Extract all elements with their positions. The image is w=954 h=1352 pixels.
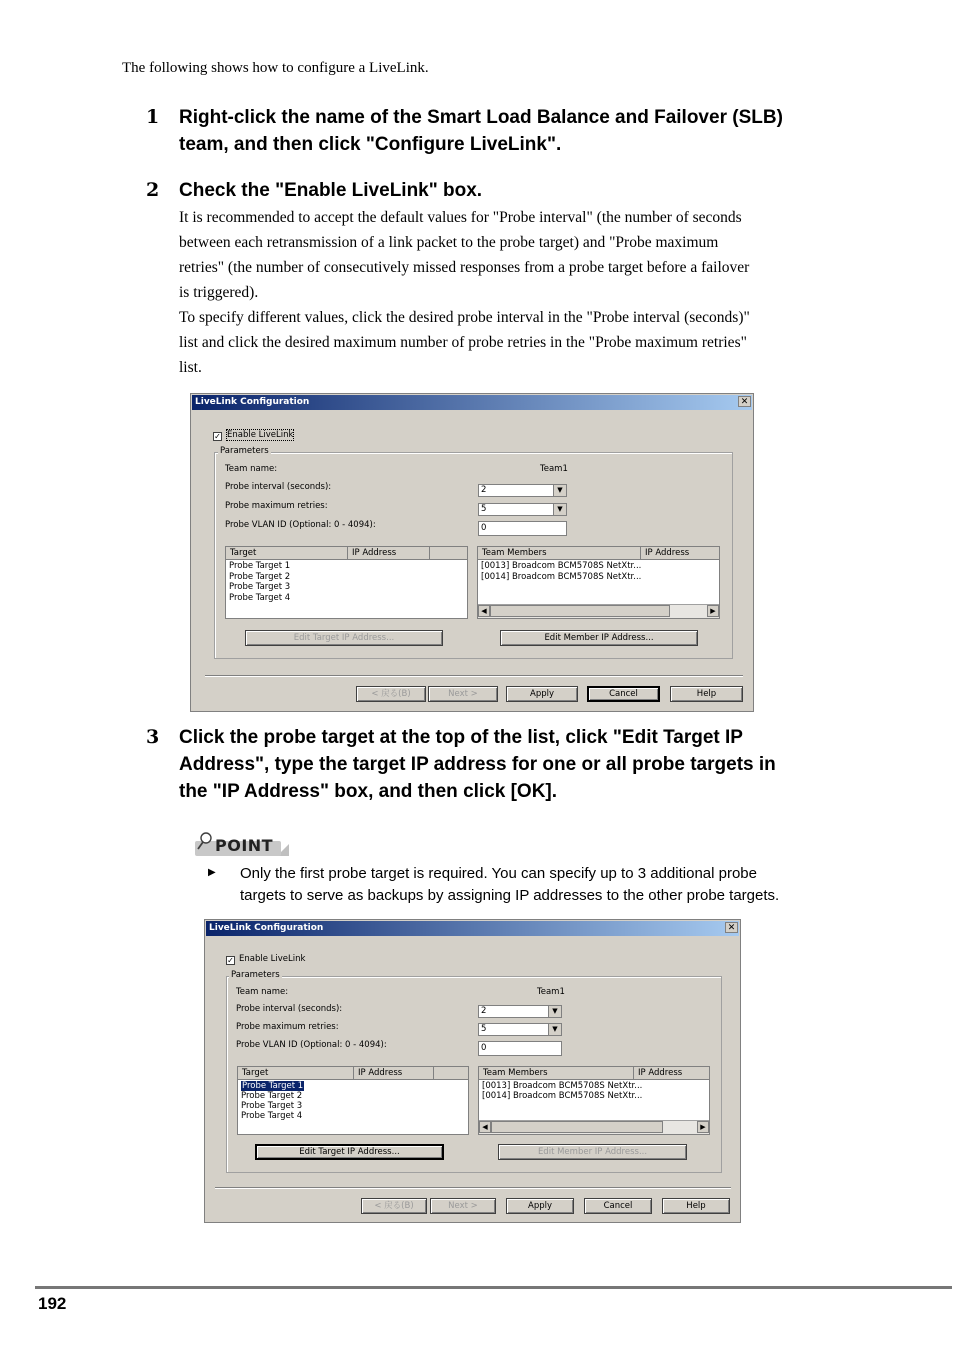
edit-target-ip-button[interactable]: Edit Target IP Address...: [255, 1144, 444, 1160]
footer-divider: [35, 1286, 952, 1289]
probe-retries-select[interactable]: [478, 503, 567, 516]
enable-livelink-label[interactable]: Enable LiveLink: [239, 954, 306, 964]
target-column-header[interactable]: Target: [238, 1067, 354, 1079]
point-badge: [193, 832, 289, 858]
step-3-line: Click the probe target at the top of the list, click "Edit Target IP: [179, 727, 743, 748]
livelink-dialog-1: [190, 393, 754, 712]
probe-retries-label: Probe maximum retries:: [236, 1022, 339, 1032]
list-item[interactable]: [0013] Broadcom BCM5708S NetXtr...: [482, 1081, 643, 1091]
probe-retries-select[interactable]: [478, 1023, 562, 1036]
ip-column-header[interactable]: IP Address: [354, 1067, 434, 1079]
point-text: [240, 863, 779, 907]
dialog-title-bar: LiveLink Configuration: [192, 395, 752, 410]
members-column-header[interactable]: Team Members: [478, 547, 641, 559]
chevron-down-icon[interactable]: ▼: [548, 1006, 561, 1017]
vlan-input[interactable]: 0: [478, 521, 567, 536]
enable-livelink-checkbox[interactable]: ✓: [214, 432, 221, 441]
list-item-selected[interactable]: Probe Target 1: [242, 1081, 304, 1091]
next-button[interactable]: Next >: [428, 686, 498, 702]
step-2-number: 2: [146, 179, 160, 201]
cancel-button[interactable]: Cancel: [584, 1198, 652, 1214]
apply-button[interactable]: Apply: [506, 686, 578, 702]
close-icon[interactable]: ✕: [725, 922, 738, 933]
enable-livelink-checkbox[interactable]: ✓: [227, 956, 234, 965]
livelink-dialog-2: [204, 919, 741, 1223]
target-list-header: [226, 547, 467, 560]
list-item[interactable]: Probe Target 1: [229, 561, 291, 571]
step-2-body: [179, 205, 869, 380]
body-line: To specify different values, click the desired probe interval in the "Probe interval (seconds)": [179, 309, 750, 326]
members-list-header: [479, 1067, 709, 1080]
target-list[interactable]: [225, 546, 468, 619]
scroll-right-icon[interactable]: ▶: [697, 1121, 709, 1133]
step-2-heading: Check the "Enable LiveLink" box.: [179, 180, 483, 201]
close-icon[interactable]: ✕: [738, 396, 751, 407]
scroll-thumb[interactable]: [490, 605, 670, 617]
body-line: list and click the desired maximum number of probe retries in the "Probe maximum retries": [179, 334, 747, 351]
enable-livelink-label[interactable]: Enable LiveLink: [227, 430, 294, 440]
step-1-line: Right-click the name of the Smart Load Balance and Failover (SLB): [179, 107, 783, 128]
target-list[interactable]: [237, 1066, 469, 1135]
horizontal-scrollbar[interactable]: [479, 1120, 709, 1134]
body-line: between each retransmission of a link packet to the probe target) and "Probe maximum: [179, 234, 719, 251]
team-name-label: Team name:: [225, 464, 278, 474]
probe-retries-value: 5: [481, 1024, 487, 1034]
back-button[interactable]: < 戻る(B): [356, 686, 426, 702]
horizontal-scrollbar[interactable]: [478, 604, 719, 618]
body-line: retries" (the number of consecutively missed responses from a probe target before a failover: [179, 259, 750, 276]
bullet-icon: ▶: [208, 867, 216, 878]
probe-interval-select[interactable]: [478, 1005, 562, 1018]
apply-button[interactable]: Apply: [506, 1198, 574, 1214]
list-item[interactable]: [0014] Broadcom BCM5708S NetXtr...: [482, 1091, 643, 1101]
body-line: is triggered).: [179, 284, 259, 301]
scroll-left-icon[interactable]: ◀: [478, 605, 490, 617]
step-3-line: Address", type the target IP address for one or all probe targets in: [179, 754, 776, 775]
ip-column-header[interactable]: IP Address: [634, 1067, 710, 1079]
point-line: Only the first probe target is required. You can specify up to 3 additional probe: [240, 865, 757, 882]
probe-interval-select[interactable]: [478, 484, 567, 497]
divider: [215, 1187, 731, 1189]
list-item[interactable]: [0014] Broadcom BCM5708S NetXtr...: [481, 572, 642, 582]
scroll-thumb[interactable]: [491, 1121, 663, 1133]
ip-column-header[interactable]: IP Address: [348, 547, 430, 559]
chevron-down-icon[interactable]: ▼: [553, 485, 566, 496]
intro-text: The following shows how to configure a LiveLink.: [122, 60, 429, 76]
list-item[interactable]: Probe Target 3: [241, 1101, 303, 1111]
vlan-input[interactable]: 0: [478, 1041, 562, 1056]
divider: [205, 675, 743, 677]
target-column-header[interactable]: Target: [226, 547, 348, 559]
scroll-left-icon[interactable]: ◀: [479, 1121, 491, 1133]
list-item[interactable]: Probe Target 2: [241, 1091, 303, 1101]
team-name-label: Team name:: [236, 987, 289, 997]
page-number: 192: [38, 1294, 67, 1313]
chevron-down-icon[interactable]: ▼: [548, 1024, 561, 1035]
step-1-heading: [179, 104, 783, 158]
members-column-header[interactable]: Team Members: [479, 1067, 634, 1079]
chevron-down-icon[interactable]: ▼: [553, 504, 566, 515]
list-item[interactable]: Probe Target 4: [229, 593, 291, 603]
list-item[interactable]: Probe Target 3: [229, 582, 291, 592]
members-list[interactable]: [477, 546, 720, 619]
next-button[interactable]: Next >: [430, 1198, 496, 1214]
probe-interval-value: 2: [481, 485, 487, 495]
probe-interval-value: 2: [481, 1006, 487, 1016]
step-3-line: the "IP Address" box, and then click [OK].: [179, 781, 558, 802]
probe-retries-value: 5: [481, 504, 487, 514]
members-list-header: [478, 547, 719, 560]
parameters-label: Parameters: [220, 446, 269, 456]
step-3-number: 3: [146, 726, 160, 748]
step-3-heading: [179, 724, 776, 805]
vlan-label: Probe VLAN ID (Optional: 0 - 4094):: [236, 1040, 387, 1050]
step-1-line: team, and then click "Configure LiveLink".: [179, 134, 562, 155]
ip-column-header[interactable]: IP Address: [641, 547, 720, 559]
probe-retries-label: Probe maximum retries:: [225, 501, 328, 511]
probe-interval-label: Probe interval (seconds):: [225, 482, 332, 492]
back-button[interactable]: < 戻る(B): [361, 1198, 427, 1214]
list-item[interactable]: [0013] Broadcom BCM5708S NetXtr...: [481, 561, 642, 571]
team-name-value: Team1: [540, 464, 568, 474]
body-line: list.: [179, 359, 202, 376]
point-label: POINT: [215, 836, 274, 855]
edit-target-ip-button[interactable]: Edit Target IP Address...: [245, 630, 443, 646]
step-1-number: 1: [146, 106, 160, 128]
edit-member-ip-button[interactable]: Edit Member IP Address...: [498, 1144, 687, 1160]
help-button[interactable]: Help: [670, 686, 743, 702]
point-line: targets to serve as backups by assigning IP addresses to the other probe targets.: [240, 887, 780, 904]
dialog-title-bar: LiveLink Configuration: [206, 921, 739, 936]
edit-member-ip-button[interactable]: Edit Member IP Address...: [500, 630, 698, 646]
list-item[interactable]: Probe Target 4: [241, 1111, 303, 1121]
list-item[interactable]: Probe Target 2: [229, 572, 291, 582]
probe-interval-label: Probe interval (seconds):: [236, 1004, 343, 1014]
cancel-button[interactable]: Cancel: [587, 686, 660, 702]
members-list[interactable]: [478, 1066, 710, 1135]
parameters-label: Parameters: [231, 970, 280, 980]
target-list-header: [238, 1067, 468, 1080]
help-button[interactable]: Help: [662, 1198, 730, 1214]
body-line: It is recommended to accept the default values for "Probe interval" (the number of seconds: [179, 209, 742, 226]
team-name-value: Team1: [537, 987, 565, 997]
scroll-right-icon[interactable]: ▶: [707, 605, 719, 617]
vlan-label: Probe VLAN ID (Optional: 0 - 4094):: [225, 520, 376, 530]
